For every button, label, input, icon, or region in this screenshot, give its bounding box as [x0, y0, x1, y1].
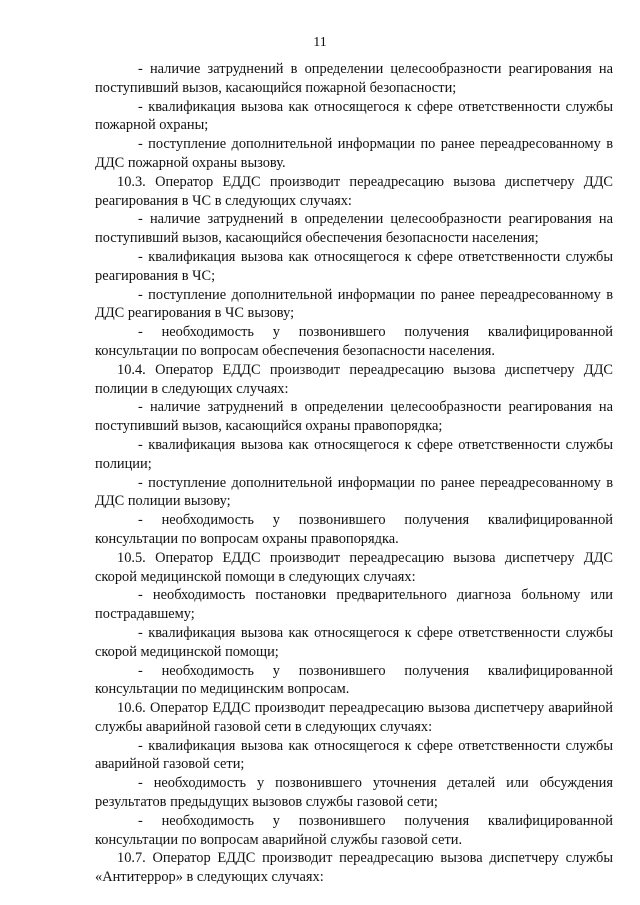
section-paragraph-10-6: 10.6. Оператор ЕДДС производит переадресацию вызова диспетчеру аварийной службы аварийной газовой сети в следующих случаях: [95, 700, 613, 735]
page-number: 11 [313, 35, 327, 50]
list-item: - необходимость у позвонившего получения квалифицированной консультации по вопросам аварийной службы газовой сети. [95, 812, 613, 848]
list-item: - квалификация вызова как относящегося к сфере ответственности службы пожарной охраны; [95, 98, 613, 134]
list-item: - необходимость у позвонившего получения квалифицированной консультации по медицинским вопросам. [95, 662, 613, 698]
list-item: - квалификация вызова как относящегося к сфере ответственности службы реагирования в ЧС; [95, 248, 613, 284]
list-item: - квалификация вызова как относящегося к сфере ответственности службы аварийной газовой сети; [95, 737, 613, 773]
list-item: - наличие затруднений в определении целесообразности реагирования на поступивший вызов, касающийся охраны правопорядка; [95, 399, 613, 435]
list-item: - поступление дополнительной информации по ранее переадресованному в ДДС полиции вызову; [95, 474, 613, 510]
section-paragraph-10-5: 10.5. Оператор ЕДДС производит переадресацию вызова диспетчеру ДДС скорой медицинской помощи в следующих случаях: [95, 549, 613, 585]
list-item: - квалификация вызова как относящегося к сфере ответственности службы скорой медицинской помощи; [95, 624, 613, 660]
list-item: - поступление дополнительной информации по ранее переадресованному в ДДС реагирования в ЧС вызову; [95, 286, 613, 322]
section-paragraph-10-3: 10.3. Оператор ЕДДС производит переадресацию вызова диспетчеру ДДС реагирования в ЧС в следующих случаях: [95, 173, 613, 209]
list-item: - необходимость у позвонившего уточнения деталей или обсуждения результатов предыдущих вызовов службы газовой сети; [95, 775, 613, 811]
list-item: - необходимость у позвонившего получения квалифицированной консультации по вопросам обеспечения безопасности населения. [95, 324, 613, 359]
list-item: - квалификация вызова как относящегося к сфере ответственности службы полиции; [95, 436, 613, 472]
list-item: - необходимость у позвонившего получения квалифицированной консультации по вопросам охраны правопорядка. [95, 512, 613, 547]
list-item: - наличие затруднений в определении целесообразности реагирования на поступивший вызов, касающийся пожарной безопасности; [95, 61, 613, 96]
list-item: - необходимость постановки предварительного диагноза больному или пострадавшему; [95, 587, 613, 623]
list-item: - наличие затруднений в определении целесообразности реагирования на поступивший вызов, касающийся обеспечения безопасности населения; [95, 211, 613, 247]
section-paragraph-10-4: 10.4. Оператор ЕДДС производит переадресацию вызова диспетчеру ДДС полиции в следующих случаях: [95, 361, 613, 397]
document-body [95, 60, 613, 887]
section-paragraph-10-7: 10.7. Оператор ЕДДС производит переадресацию вызова диспетчеру службы «Антитеррор» в следующих случаях: [95, 850, 613, 886]
list-item: - поступление дополнительной информации по ранее переадресованному в ДДС пожарной охраны вызову. [95, 136, 613, 171]
